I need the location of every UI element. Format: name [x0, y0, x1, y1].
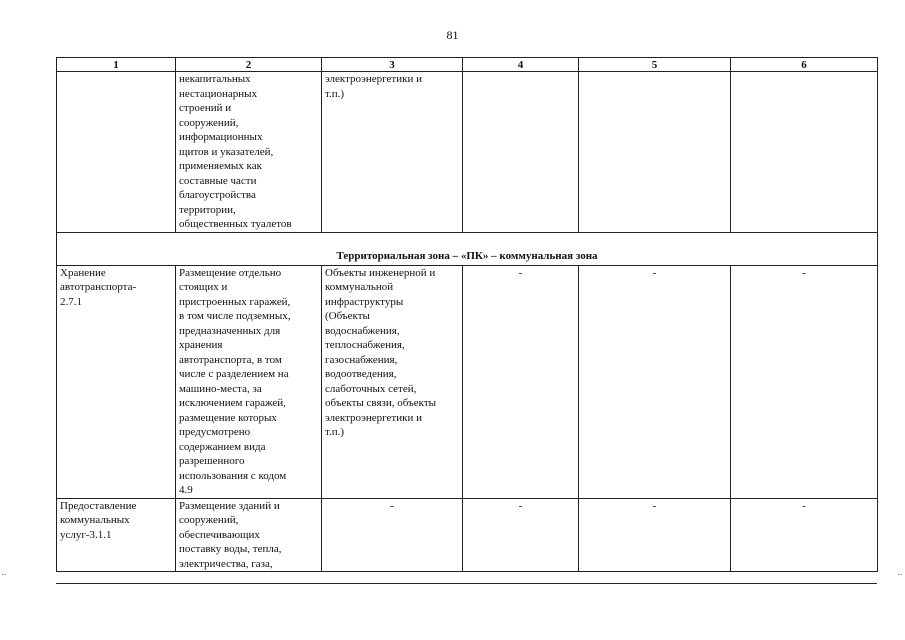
cell-use-description: Размещение зданий и сооружений, обеспечивающих поставку воды, тепла, электричества, газа, [176, 498, 322, 572]
cell-col-6: - [731, 498, 878, 572]
zone-title-row [57, 232, 878, 265]
cell-col-4 [463, 72, 579, 233]
zone-title: Территориальная зона – «ПК» – коммунальная зона [57, 232, 878, 265]
cell-col-5: - [579, 265, 731, 498]
cell-col-6 [731, 72, 878, 233]
header-col-6: 6 [731, 58, 878, 72]
header-col-2: 2 [176, 58, 322, 72]
header-col-4: 4 [463, 58, 579, 72]
cell-use-description: некапитальных нестационарных строений и сооружений, информационных щитов и указателей, применяемых как составные части благоустройства территории, общественных туалетов [176, 72, 322, 233]
table-row [57, 265, 878, 498]
left-edge-mark [2, 574, 6, 575]
right-edge-mark [898, 574, 902, 575]
cell-col-4: - [463, 265, 579, 498]
cell-use-type: Хранение автотранспорта- 2.7.1 [57, 265, 176, 498]
table-bottom-border [56, 583, 877, 584]
header-col-3: 3 [322, 58, 463, 72]
continuation-row [57, 72, 878, 233]
table-row [57, 498, 878, 572]
header-col-1: 1 [57, 58, 176, 72]
cell-col-5 [579, 72, 731, 233]
cell-auxiliary-use: - [322, 498, 463, 572]
cell-auxiliary-use: Объекты инженерной и коммунальной инфраструктуры (Объекты водоснабжения, теплоснабжения, газоснабжения, водоотведения, слаботочных сетей, объекты связи, объекты электроэнергетики и т.п.) [322, 265, 463, 498]
cell-use-type [57, 72, 176, 233]
cell-auxiliary-use: электроэнергетики и т.п.) [322, 72, 463, 233]
cell-col-5: - [579, 498, 731, 572]
page-number: 81 [446, 28, 459, 42]
regulation-table [56, 57, 878, 572]
header-col-5: 5 [579, 58, 731, 72]
table-header-row [57, 58, 878, 72]
cell-col-6: - [731, 265, 878, 498]
cell-col-4: - [463, 498, 579, 572]
cell-use-description: Размещение отдельно стоящих и пристроенных гаражей, в том числе подземных, предназначенных для хранения автотранспорта, в том числе с разделением на машино-места, за исключением гаражей, размещение которых предусмотрено содержанием вида разрешенного использования с кодом 4.9 [176, 265, 322, 498]
cell-use-type: Предоставление коммунальных услуг-3.1.1 [57, 498, 176, 572]
